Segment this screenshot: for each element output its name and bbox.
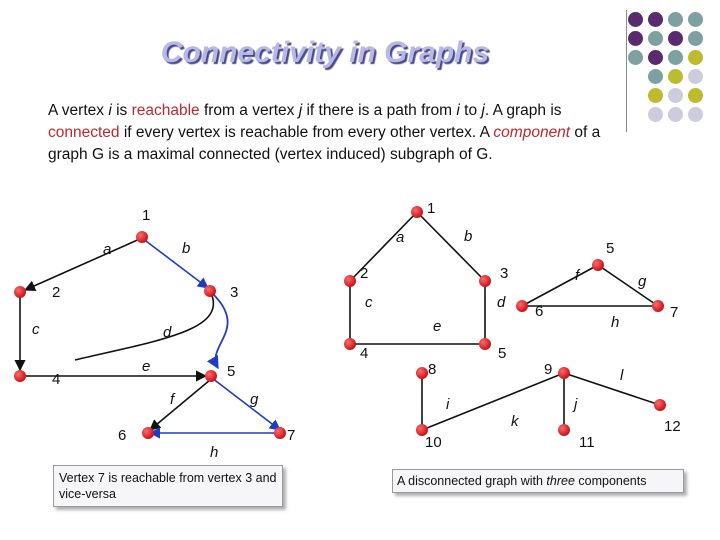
vertex-6 xyxy=(516,300,528,312)
edge-f xyxy=(522,265,598,306)
vertex-label-5: 5 xyxy=(227,363,236,380)
vertex-6 xyxy=(142,427,154,439)
vertex-2 xyxy=(344,275,356,287)
edge-label-e: e xyxy=(142,358,151,375)
vertex-label-2: 2 xyxy=(360,265,369,282)
edge-g xyxy=(212,378,280,430)
vertex-11 xyxy=(558,424,570,436)
edge-d xyxy=(75,291,213,360)
edge-label-k: k xyxy=(511,413,519,430)
vertex-label-3: 3 xyxy=(500,265,509,282)
vertex-4 xyxy=(14,370,26,382)
vertex-label-8: 8 xyxy=(428,361,437,378)
intro-var: j xyxy=(481,102,485,119)
note-components xyxy=(392,469,684,493)
intro-text: to xyxy=(459,102,482,119)
vertex-4 xyxy=(344,338,356,350)
vertex-2 xyxy=(14,286,26,298)
edge-label-c: c xyxy=(365,294,373,311)
vertex-3 xyxy=(479,275,491,287)
vertex-label-1: 1 xyxy=(427,200,436,217)
edge-label-g: g xyxy=(638,273,647,290)
edge-b xyxy=(417,212,485,281)
vertex-label-6: 6 xyxy=(118,427,127,444)
intro-var: i xyxy=(108,102,112,119)
vertex-5b xyxy=(592,259,604,271)
note-components-count: three xyxy=(546,474,575,488)
intro-text: . A graph is xyxy=(484,102,562,119)
note-components-suffix: components xyxy=(574,474,647,488)
vertex-1 xyxy=(411,206,423,218)
vertex-7 xyxy=(652,300,664,312)
graph-2-undirected xyxy=(344,200,681,451)
note-components-prefix: A disconnected graph with xyxy=(397,474,547,488)
edge-label-a: a xyxy=(396,229,405,246)
vertex-label-7: 7 xyxy=(670,304,679,321)
vertex-1 xyxy=(136,231,148,243)
intro-text: if there is a path from xyxy=(302,102,457,119)
edge-label-a: a xyxy=(103,241,112,258)
term-component: component xyxy=(493,124,571,141)
path-3-to-7 xyxy=(212,293,228,368)
vertex-8 xyxy=(416,367,428,379)
edge-label-b: b xyxy=(464,228,473,245)
edge-l xyxy=(564,373,660,405)
vertex-label-4: 4 xyxy=(52,371,61,388)
intro-var: j xyxy=(298,102,303,119)
note-reachability-text: Vertex 7 is reachable from vertex 3 and vice-versa xyxy=(59,471,277,501)
edge-label-d: d xyxy=(163,324,172,341)
graph-1-directed xyxy=(14,207,295,461)
vertex-5 xyxy=(479,338,491,350)
term-connected: connected xyxy=(48,124,120,141)
vertex-5 xyxy=(205,370,217,382)
vertex-label-5: 5 xyxy=(498,345,507,362)
vertex-12 xyxy=(654,399,666,411)
edge-label-f: f xyxy=(575,267,580,284)
vertex-label-6: 6 xyxy=(535,303,544,320)
vertex-label-9: 9 xyxy=(544,361,553,378)
intro-text: from a vertex xyxy=(199,102,299,119)
intro-text: of a graph G is a maximal connected (vertex induced) subgraph of G. xyxy=(48,124,601,163)
vertex-label-3: 3 xyxy=(230,284,239,301)
vertex-label-1: 1 xyxy=(142,207,151,224)
vertex-3 xyxy=(204,285,216,297)
intro-text: A vertex xyxy=(48,102,109,119)
edge-label-b: b xyxy=(182,240,191,257)
vertex-label-12: 12 xyxy=(664,418,681,435)
edge-label-g: g xyxy=(250,391,259,408)
term-reachable: reachable xyxy=(131,102,200,119)
intro-text: if every vertex is reachable from every other vertex. A xyxy=(119,124,494,141)
edge-b xyxy=(142,238,208,288)
edge-label-f: f xyxy=(170,391,175,408)
vertex-9 xyxy=(558,367,570,379)
slide-title: Connectivity in Graphs xyxy=(160,36,490,69)
edge-f xyxy=(150,380,210,430)
edge-label-e: e xyxy=(433,318,442,335)
edge-label-h: h xyxy=(210,444,219,461)
vertex-label-7: 7 xyxy=(287,427,296,444)
vertex-label-5b: 5 xyxy=(606,240,615,257)
vertex-7 xyxy=(274,427,286,439)
edge-label-j: j xyxy=(574,396,578,413)
edge-k xyxy=(422,373,564,430)
vertex-label-4: 4 xyxy=(360,345,369,362)
vertex-label-2: 2 xyxy=(52,284,61,301)
edge-label-d: d xyxy=(497,294,506,311)
note-reachability xyxy=(53,465,283,507)
edge-label-c: c xyxy=(32,321,40,338)
edge-g xyxy=(598,265,658,306)
edge-label-i: i xyxy=(446,396,450,413)
edge-a xyxy=(25,238,142,290)
vertex-label-10: 10 xyxy=(425,434,442,451)
edge-label-l: l xyxy=(620,367,624,384)
edge-label-h: h xyxy=(611,314,620,331)
intro-var: i xyxy=(456,102,460,119)
vertex-label-11: 11 xyxy=(579,434,595,451)
intro-text: is xyxy=(111,102,132,119)
